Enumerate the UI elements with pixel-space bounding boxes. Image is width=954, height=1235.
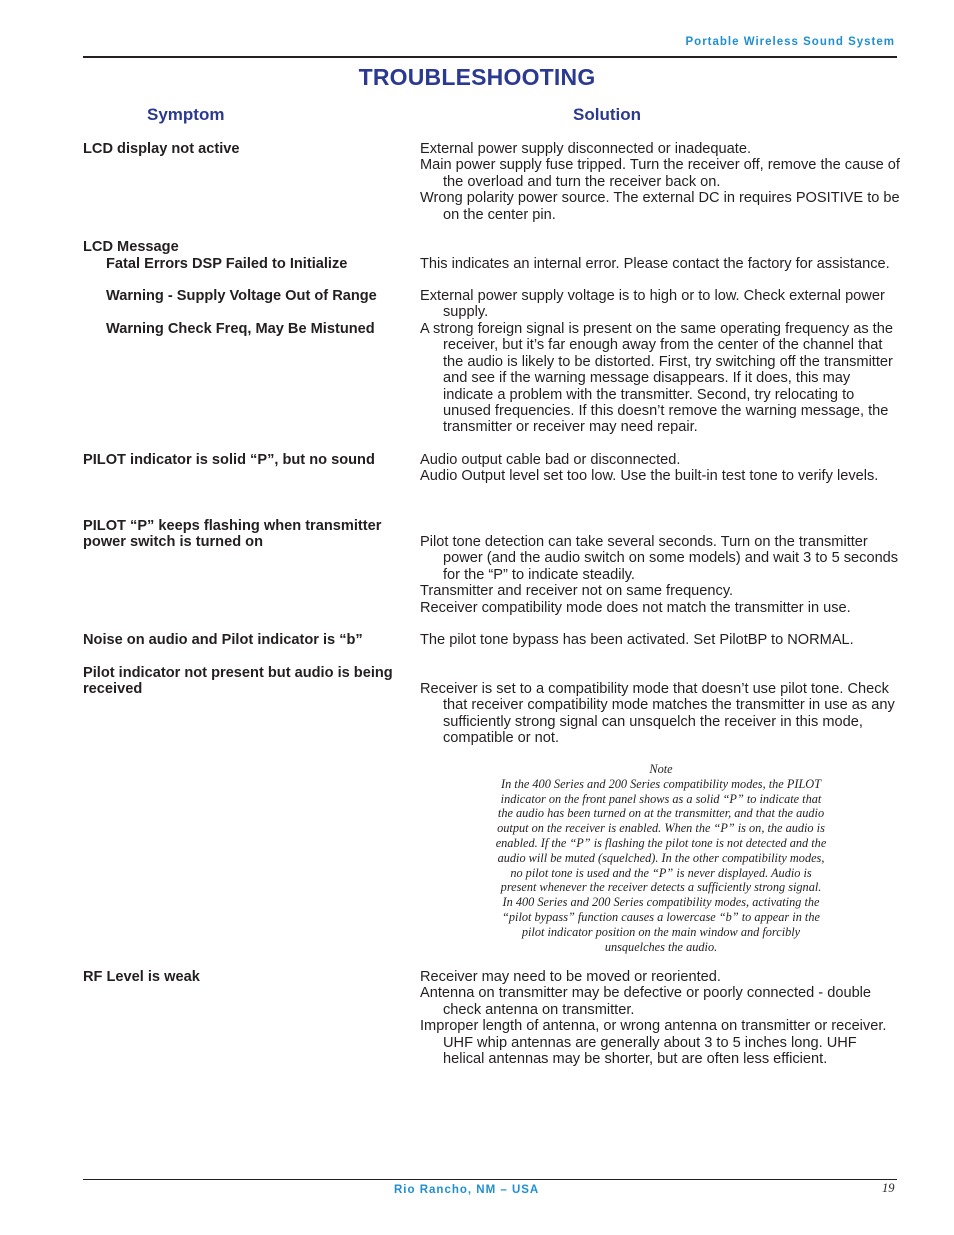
footer-location: Rio Rancho, NM – USA: [394, 1184, 540, 1196]
solution-noise-b: [420, 632, 900, 648]
running-header: Portable Wireless Sound System: [685, 36, 895, 48]
solution-item: Receiver is set to a compatibility mode that doesn’t use pilot tone. Check that receiver compatibility mode matches the transmitter in use as any sufficiently strong signal can unsquelch the receiver in this mode, compatible or not.: [420, 681, 895, 747]
solution-item: Audio output cable bad or disconnected.: [420, 452, 681, 468]
note-line: unsquelches the audio.: [604, 939, 718, 954]
solution-rf-weak: [420, 969, 900, 1067]
solution-item: Receiver may need to be moved or reoriented.: [420, 969, 721, 985]
symptom-noise-b: Noise on audio and Pilot indicator is “b”: [83, 632, 363, 648]
note-line: present whenever the receiver detects a sufficiently strong signal.: [500, 880, 822, 895]
note-line: In the 400 Series and 200 Series compatibility modes, the PILOT: [500, 776, 822, 791]
symptom-fatal-dsp: Fatal Errors DSP Failed to Initialize: [106, 256, 348, 272]
solution-item: External power supply disconnected or inadequate.: [420, 141, 752, 157]
symptom-heading: Symptom: [147, 105, 225, 124]
solution-lcd-not-active: [420, 141, 900, 223]
note-line: In 400 Series and 200 Series compatibility modes, activating the: [502, 895, 820, 910]
symptom-lcd-not-active: LCD display not active: [83, 141, 240, 157]
symptom-pilot-flashing: PILOT “P” keeps flashing when transmitter power switch is turned on: [83, 518, 382, 551]
solution-item: Wrong polarity power source. The external DC in requires POSITIVE to be on the center pin.: [420, 190, 900, 223]
solution-item: Pilot tone detection can take several seconds. Turn on the transmitter power (and the audio switch on some models) and wait 3 to 5 seconds for the “P” to indicate steadily.: [420, 534, 899, 583]
symptom-check-freq: Warning Check Freq, May Be Mistuned: [106, 321, 375, 337]
symptom-pilot-not-present: Pilot indicator not present but audio is being received: [83, 665, 393, 698]
footer-rule: [83, 1179, 897, 1180]
symptom-supply-voltage: Warning - Supply Voltage Out of Range: [106, 288, 377, 304]
solution-fatal-dsp: [420, 256, 900, 272]
note-line: the audio has been turned on at the transmitter, and that the audio: [497, 806, 825, 821]
note-box: [450, 762, 872, 954]
solution-item: Audio Output level set too low. Use the built-in test tone to verify levels.: [420, 468, 879, 485]
symptom-pilot-solid: PILOT indicator is solid “P”, but no sound: [83, 452, 375, 468]
solution-item: External power supply voltage is to high or to low. Check external power supply.: [420, 288, 885, 321]
note-line: audio will be muted (squelched). In the other compatibility modes,: [497, 850, 825, 865]
page-number: 19: [882, 1181, 895, 1195]
solution-check-freq: [420, 321, 900, 436]
symptom-lcd-message: LCD Message: [83, 239, 179, 255]
solution-supply-voltage: [420, 288, 900, 321]
solution-item: A strong foreign signal is present on the same operating frequency as the receiver, but it’s far enough away from the center of the channel that the audio is likely to be distorted. First, try switching off the transmitter and see if the warning message disappears. If it does, this may indicate a problem with the transmitter. Second, try relocating to unused frequencies. If this doesn’t remove the warning message, the transmitter or receiver may need repair.: [420, 321, 893, 436]
header-rule: [83, 56, 897, 58]
solution-item: Improper length of antenna, or wrong antenna on transmitter or receiver. UHF whip antennas are generally about 3 to 5 inches long. UHF helical antennas may be shorter, but are often less efficient.: [420, 1018, 887, 1068]
solution-item: The pilot tone bypass has been activated. Set PilotBP to NORMAL.: [420, 632, 854, 648]
solution-pilot-solid: [420, 452, 900, 485]
note-line: pilot indicator position on the main window and forcibly: [521, 924, 801, 939]
note-line: no pilot tone is used and the “P” is never displayed. Audio is: [510, 865, 812, 880]
solution-item: Receiver compatibility mode does not match the transmitter in use.: [420, 599, 851, 616]
note-line: indicator on the front panel shows as a solid “P” to indicate that: [500, 791, 822, 806]
page-title: TROUBLESHOOTING: [358, 64, 596, 90]
note-line: “pilot bypass” function causes a lowercase “b” to appear in the: [502, 909, 820, 924]
solution-item: Main power supply fuse tripped. Turn the receiver off, remove the cause of the overload and turn the receiver back on.: [420, 157, 900, 190]
note-line: enabled. If the “P” is flashing the pilot tone is not detected and the: [495, 835, 827, 850]
solution-item: Antenna on transmitter may be defective or poorly connected - double check antenna on transmitter.: [420, 985, 872, 1018]
note-line: output on the receiver is enabled. When the “P” is on, the audio is: [497, 821, 825, 836]
note-heading: Note: [649, 762, 673, 776]
solution-item: Transmitter and receiver not on same frequency.: [420, 583, 734, 600]
solution-item: This indicates an internal error. Please contact the factory for assistance.: [420, 256, 890, 272]
solution-heading: Solution: [573, 105, 641, 124]
solution-pilot-flashing: [420, 534, 900, 616]
solution-pilot-not-present: [420, 681, 900, 747]
symptom-rf-weak: RF Level is weak: [83, 969, 200, 985]
